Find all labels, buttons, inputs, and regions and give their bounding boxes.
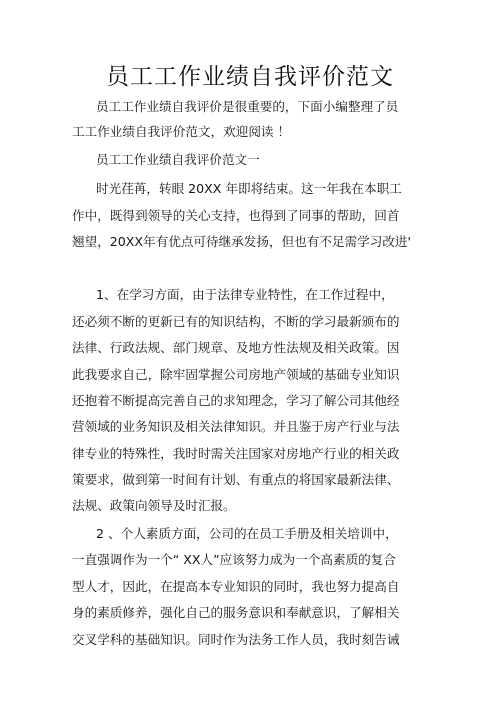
paragraph-line: 工工作业绩自我评价范文，欢迎阅读 ！ [72, 124, 291, 139]
paragraph-line: 还抱着不断提高完善自己的求知理念，学习了解公司其他经 [72, 393, 400, 408]
paragraph-line: 员工工作业绩自我评价是很重要的，下面小编整理了员 [96, 99, 399, 114]
paragraph-line: 营领域的业务知识及相关法律知识。并且鉴于房产行业与法 [72, 419, 400, 434]
paragraph-line: 此我要求自己，除牢固掌握公司房地产领域的基础专业知识 [72, 367, 400, 382]
section-heading: 员工工作业绩自我评价范文一 [96, 152, 260, 167]
paragraph-line: 作中，既得到领导的关心支持，也得到了同事的帮助，回首 [72, 208, 400, 223]
paragraph-line: 时光荏苒，转眼 20XX 年即将结束。这一年我在本职工 [96, 181, 402, 196]
paragraph-line: 律专业的特殊性，我时时需关注国家对房地产行业的相关政 [72, 446, 400, 461]
paragraph-line: 交叉学科的基础知识。同时作为法务工作人员，我时刻告诫 [72, 632, 400, 647]
document-title: 员工工作业绩自我评价范文 [106, 64, 394, 90]
paragraph-line: 法规、政策向领导及时汇报。 [72, 498, 236, 513]
paragraph-line: 型人才，因此，在提高本专业知识的同时，我也努力提高自 [72, 579, 400, 594]
paragraph-line: 2 、个人素质方面，公司的在员工手册及相关培训中， [96, 526, 398, 541]
paragraph-line: 1、在学习方面，由于法律专业特性，在工作过程中， [96, 287, 394, 302]
paragraph-line: 身的素质修养，强化自己的服务意识和奉献意识，了解相关 [72, 605, 400, 620]
paragraph-line: 法律、行政法规、部门规章、及地方性法规及相关政策。因 [72, 340, 400, 355]
paragraph-line: 翘望，20XX年有优点可待继承发扬，但也有不足需学习改进' [72, 234, 411, 249]
paragraph-line: 策要求，做到第一时间有计划、有重点的将国家最新法律、 [72, 472, 400, 487]
paragraph-line: 还必须不断的更新已有的知识结构，不断的学习最新颁布的 [72, 314, 400, 329]
paragraph-line: 一直强调作为一个“ XX人”应该努力成为一个高素质的复合 [72, 552, 396, 567]
